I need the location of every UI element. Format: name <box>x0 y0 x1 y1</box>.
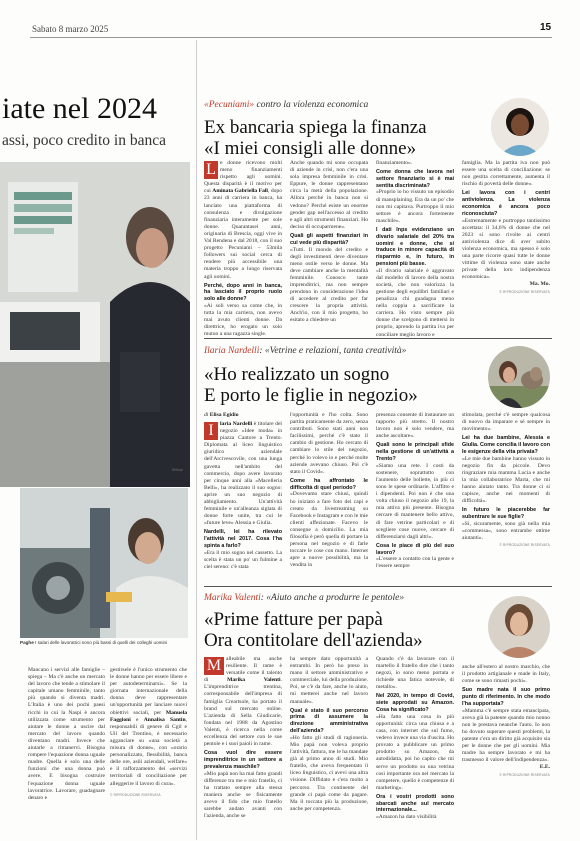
article3-column-4: anche all'estero al nostro marchio, che il prodotto artigianale e made in Italy, come se sono rimasti pochi». Suo madre nata il suo primo punto di riferimento. In che modo l'ha supportata? «Mamma c'è sempre stata emancipata, aveva già la patente quando mio nonno non le prestava neanche l'auto. Io non ho dovuto superare questi problemi, la patente c'era un diritto già acquisito sia per le donne che per gli uomini. Mia madre ha sempre lavorato e mi ha trasmesso il valore dell'indipendenza». E.E. © RIPRODUZIONE RISERVATA <box>462 664 550 779</box>
office-photo <box>0 162 190 487</box>
article2-column-4: stimolata, perché c'è sempre qualcosa di nuovo da imparare e sé sempre in movimento». Lei ha due bambine, Alessia e Giulia. Come concilia il lavoro con le esigenze della vita privata? «Le mie due bambine hanno vissuto in negozio fin da piccole. Devo ringraziare mia mamma Lucia e anche la mia collaboratrice Marta, che mi hanno aiutato tanto. Tra donne ci si capisce, anche nei momenti di difficoltà». In futuro le piacerebbe far subentrare le sue figlie? «Sì, sicuramente, sono già nella mia «commessa», sono entrambe ottime aiutanti». © RIPRODUZIONE RISERVATA <box>462 412 550 549</box>
article1-bottom-rule <box>204 338 552 339</box>
left-credit: © RIPRODUZIONE RISERVATA <box>110 792 161 797</box>
photo-caption <box>20 640 190 645</box>
left-column-2: gestirsele è l'unico strumento che le donne hanno per essere libere e per autodeterminarsi». Se la giornata internazionale della donna deve rappresentare un'opportunità per lanciare nuovi obiettivi sociali, per Manuela Faggioni e Annalisa Santin, responsabili di genere di Cgil e Uil del Trentino, è necessario agganciare su «una società a misura di donne», con «orario personalizzato, flessibilità, banca delle ore, asili aziendali, welfare» e il rafforzamento dei «servizi territoriali di conciliazione per alleggerire il lavoro di cura». © RIPRODUZIONE RISERVATA <box>110 667 187 799</box>
article2-bottom-rule <box>204 586 552 587</box>
article1-kicker: «Pecuniami» contro la violenza economica <box>204 100 369 110</box>
left-subheadline: assi, poco credito in banca <box>2 132 166 149</box>
article2-dropcap: I <box>204 422 218 440</box>
article3-signature: E.E. <box>539 764 550 771</box>
page-divider <box>196 40 197 840</box>
page-number: 15 <box>540 22 552 33</box>
page-date: Sabato 8 marzo 2025 <box>32 24 109 34</box>
article1-column-1: L e donne ricevono molti meno finanziamenti rispetto agli uomini. Questa disparità è il motivo per cui Aminata Gabriella Fall, dopo 23 anni di carriera in banca, ha lanciato una piattaforma di consulenza e divulgazione finanziaria interamente per sole donne. Quarantasei anni, originaria di Brescia, oggi vive in Val Rendena e dal 2018, con il suo progetto Pecuniami – 53mila followers sui social cerca di rendere più accessibile una materia troppo a lungo riservata agli uomini. Perché, dopo anni in banca, ha lasciato il proprio ruolo solo alle donne? «Ai soli verso sa come che, in tutta la mia carriera, non avevo mai avuto clienti donne. Da direttrice, ho erogato un solo mutuo a una ragazza single. <box>204 160 283 338</box>
article1-dropcap: L <box>204 161 218 179</box>
article1-headline: Ex bancaria spiega la finanza «I miei consigli alle donne» <box>204 117 427 159</box>
article3-column-2: ha sempre dato opportunità a entrambi. In però ho preso in mano il settore amministrativo e commerciale, lui della produzione. Poi, se c'è da fare, anche lo aiuto, mi metterei anche nel lavoro manuale». Qual è stato il suo percorso prima di assumere la direzione amministrativa dell'azienda? «Ho fatto gli studi di ragioneria. Mio papà non voleva proprio l'attività, fattura, me le ha mandate già al primo anno di studi. Mio fratello, che aveva frequentato il liceo linguistico, ci avevi una altra visione. Diffidato e c'era molto a percorso. Tra continente del grande ci papà come da pagare. Ma il toccata più la produzione, anche per competenza. <box>290 656 368 812</box>
article2-kicker: Ilaria Nardelli: «Vetrine e relazioni, tanta creatività» <box>204 346 407 356</box>
article3-kicker: Marika Valenti: «Aiuto anche a produrre le pentole» <box>204 593 405 603</box>
left-headline: iate nel 2024 <box>2 92 157 125</box>
header-rule <box>30 37 552 38</box>
photo-credit: Withub <box>172 468 184 472</box>
article1-column-2: Anche quando mi sono occupata di aziende in crisi, non c'era una sola impresa femminile in crisi. Eppure, le donne rappresentano circa la metà della popolazione. Allora perché in banca non si vedono? Perché esiste un enorme gender gap nell'accesso al credito e agli altri strumenti finanziari. Ho deciso di occuparmene». Quali gli aspetti finanziari in cui vede più disparità? «Tutti. Il mondo del credito e degli investimenti deve diventare meno ostile verso le donne. Ma deve cambiare anche la mentalità femminile. Conosco tante imprenditrici, ma non sempre prendono in considerazione l'idea di accedere al credito per far crescere la propria attività. Anch'io, con il mio progetto, ho esitato a chiedere un <box>290 160 368 324</box>
article2-column-1: I laria Nardelli è titolare del negozio «Idee moda» in piazza Cantore a Trento. Diplomata al liceo linguistico giuridico aziendale dell'Arcivescovile, con una lunga gavetta nell'ambito del commercio, dopo avere lavorato per cinque anni alla «Macelleria Belli», ha realizzato il suo sogno: aprire un suo negozio di abbigliamento. Un'attività femminile e un'alleanza siglata di donne forte unite, tra cui le «future leve» Alessia e Giulia. Nardelli, lei ha rilevato l'attività nel 2017. Cosa l'ha spinta a farlo? «Era il mio sogno nel cassetto. La scelta è stata un po' un fulmine a ciel sereno: c'è stata <box>204 421 282 570</box>
factory-photo <box>20 488 188 638</box>
article2-column-2: l'opportunità e l'ho colta. Sono partita praticamente da zero, senza contributi. Sono stati anni non facilissimi, perché c'è stato il cambio di gestione. Ho cercato di cambiare lo stile del negozio, perché lo volevo io e perché molte aziende avevano chiuso. Poi c'è stato il Covid». Come ha affrontato le difficoltà di quel periodo? «Dovevamo stare chiusi, quindi ho iniziato a fare foto dei capi e creato da livestreaming su Facebook e Instagram e con le mie clienti affezionate. Facevo le consegne a domicilio. La mia filosofia è però quella di portare la persona nel negozio e di farle toccare le cose con mano. Internet apre a nuove possibilità, ma la vendita in <box>290 412 368 569</box>
article3-column-1: M alleabile ma anche resiliente. Il rame è versatile come il talento di Marika Valenti. L'imprenditrice trentina, corresponsabile dell'impresa di famiglia Creartsole, ha portato il brand sul mercato online. L'azienda di Sella Giudicarie, fondata nel 1988 da Agostino Valenti, è ricerca nella come eccellenza del settore con le sue pentole e i suoi paioli in rame. Cosa vuol dire essere imprenditrice in un settore a prevalenza maschile? «Mio papà non ha mai fatto grandi differenze tra me e mio fratello, ci ha trattato sempre alla stessa maniera anche se fisicamente avevo il fido che mio fratello sarebbe andato avanti con l'azienda, anche se <box>204 656 282 820</box>
article1-column-4: famiglia. Ma la partita iva non può essere una scelta di conciliazione: se non gestita correttamente, aumenta il rischio di povertà delle donne». Lei lavora con i centri antiviolenza. La violenza economica è ancora poco riconosciuta? «Estremamente e purtroppo tantissimo accettata: il 34,6% di donne che nel 2023 si sono rivolte ai centri antiviolenza dice di aver subito violenza economica, ma spesso è solo una parte ricorre quasi tutte le donne vittime di violenza sono state anche private della loro indipendenza economica». Ma. Mo. © RIPRODUZIONE RISERVATA <box>462 160 550 296</box>
ilaria-portrait <box>488 346 550 408</box>
article3-credit: © RIPRODUZIONE RISERVATA <box>499 772 550 777</box>
left-column-1: Mancano i servizi alle famiglie – spiega – Ma c'è anche un mercato del lavoro che tende a stimolare il capitale umano femminile, tanto più quando si diventa madri. L'Italia è uno dei pochi paesi ricchi in cui la Naspi è ancora utilizzata come strumento per aiutare le donne a uscire dal mercato del lavoro quando diventano madri. Invece che aiutarle a rimanervi. Bisogna rompere l'equazione donna uguale madre. Quella è solo una delle funzioni che una donna può avere. E bisogna costruire l'equazione donna uguale lavoratrice. Lavorare, guadagnare denaro e <box>28 667 105 801</box>
article1-column-3: finanziamento». Come donna che lavora nel settore finanziario si è mai sentita discriminata? «Proprio io ho vissuto un episodio di mansplaining. Era da un po' che non mi capitava. Purtroppo il mio settore è ancora fortemente maschile». I dati Inps evidenziano un divario salariale del 20% tra uomini e donne, che si traduce in minore capacità di risparmio e, in futuro, in pensioni più basse. «Il divario salariale è aggravato dal modello di lavoro della nostra società, che non valorizza la gestione degli equilibri familiari e penalizza chi guadagna meno nella coppia a sacrificare la carriera. Ho visto sempre più donne che scelgono di mettersi in proprio, aprendo la partita iva per conciliare meglio lavoro e <box>376 160 454 338</box>
article3-headline: «Prime fatture per papà Ora contitolare dell'azienda» <box>204 609 423 651</box>
article2-credit: © RIPRODUZIONE RISERVATA <box>499 543 550 548</box>
article2-byline: di Elisa Egidio <box>204 412 239 418</box>
article2-headline: «Ho realizzato un sogno E porto le figlie in negozio» <box>204 364 418 406</box>
marika-portrait <box>488 596 550 658</box>
article3-column-3: Quando c'è da lavorare con il martello il fratello dire che i tanto negozi, io sono meno portata e richiede una fatica notevole, di metallo». Nel 2020, in tempo di Covid, siete approdati su Amazon. Cosa ha significato? «Ha fatto una cosa in più opportunità: circa una chiusa e a casa, con internet che sul fumo, vedevo invece una via d'uscita. Ho provato a pubblicare un primo prodotto su Amazon, da autodidatta, poi ho capito che mi serve un prodotto su una vetrina così importante ora nel mercato la competere, quello è competenze di marketing». Ora i vostri prodotti sono sbarcati anche sul mercato internazionale... «Amazon ha dato visibilità <box>376 656 454 821</box>
article1-credit: © RIPRODUZIONE RISERVATA <box>499 289 550 294</box>
photo-caption-text: I salari delle lavoratrici sono più bassi di quelli dei colleghi uomini <box>33 640 168 645</box>
photo-caption-label: Paghe <box>20 640 34 645</box>
article2-column-3: presenza consente di instaurare un rapporto più stretto. Il nostro lavoro non è solo vendere, ma anche ascoltare». Quali sono le principali sfide nella gestione di un'attività a Trento? «Siamo una rete. I costi da sostenere, soprattutto con l'aumento delle bollette, in più ci sono le spese ordinarie. L'affitto e i dipendenti. Poi non è che una volta chiuso il negozio alle 19, la mia attiva più presente. Bisogna cercare di mantenere bello attivo, di fare vetrine particolari e di scegliere cose nuove, cercare di differenziarsi dagli altri». Cosa le piace di più del suo lavoro? «L'essere a contatto con la gente e l'essere sempre <box>376 412 454 570</box>
article3-dropcap: M <box>204 657 224 675</box>
article1-signature: Ma. Mo. <box>529 281 550 288</box>
aminata-portrait <box>491 98 549 156</box>
